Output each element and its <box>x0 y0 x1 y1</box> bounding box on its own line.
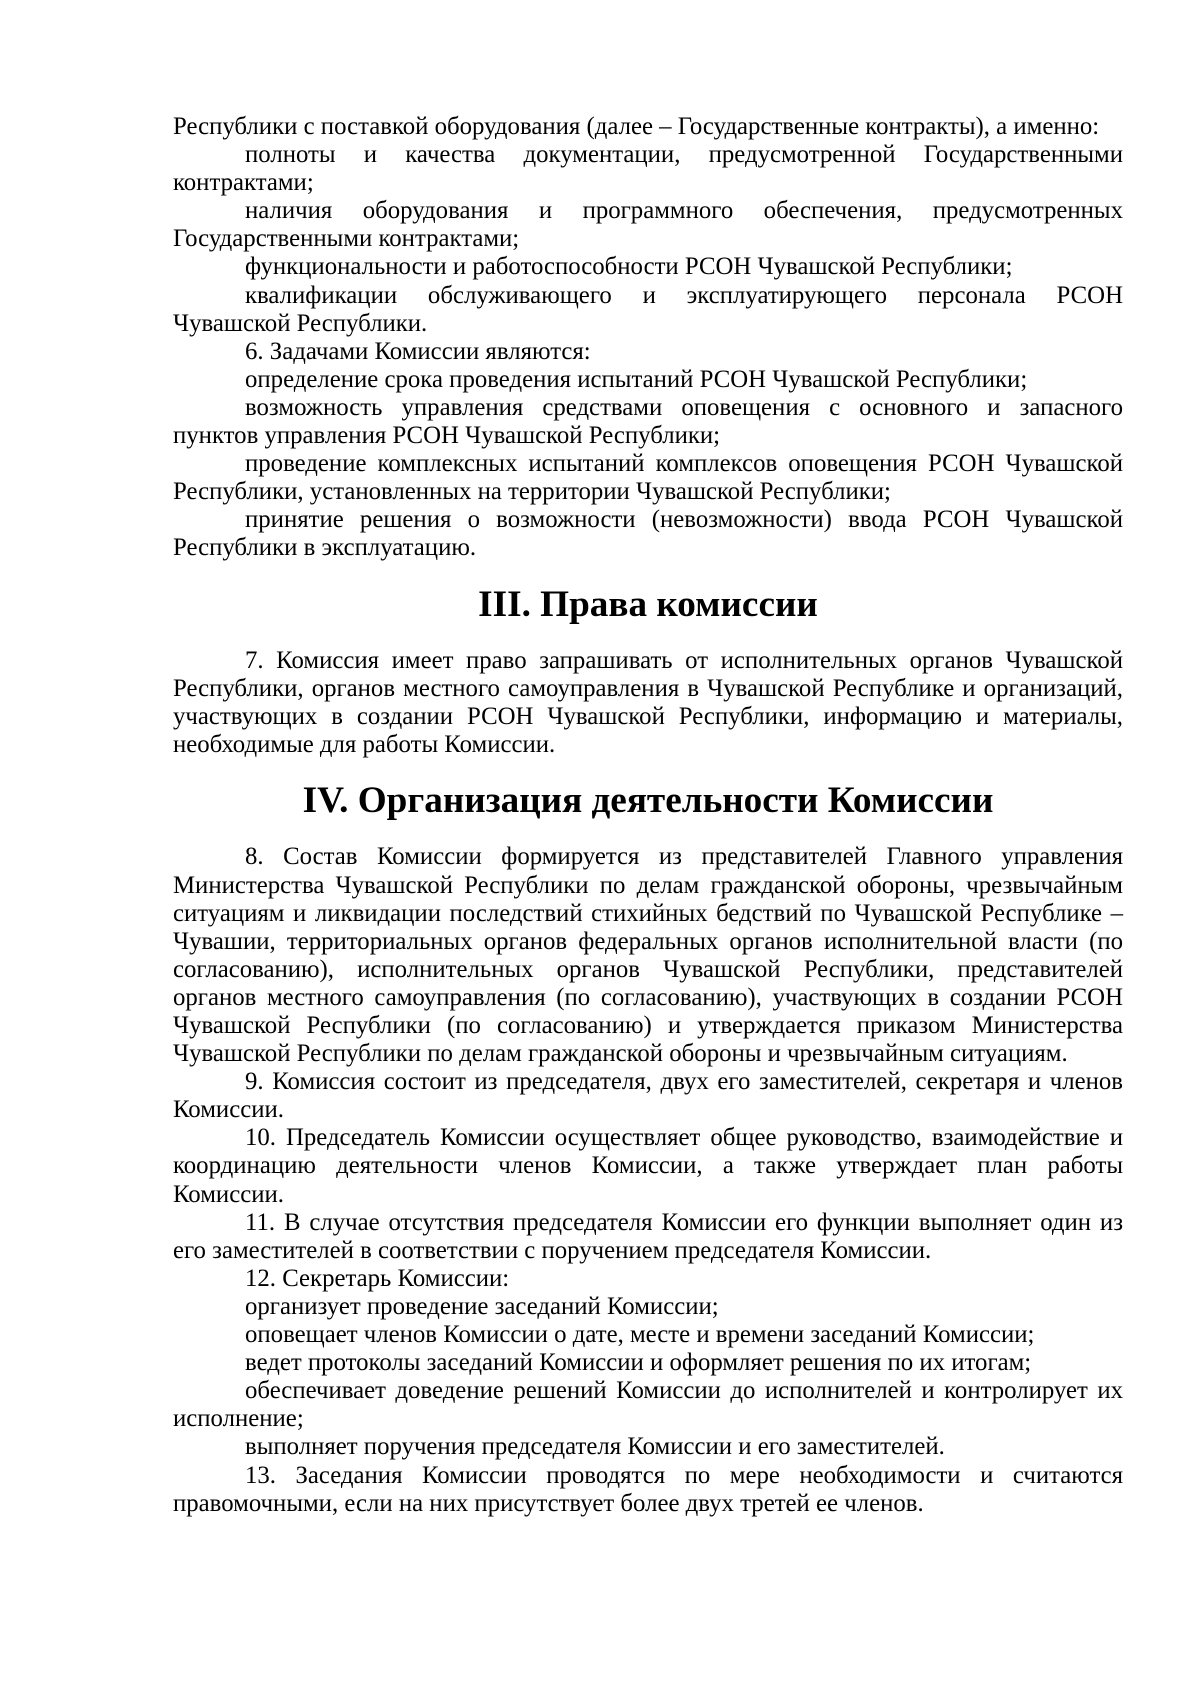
paragraph-item-functionality: функциональности и работоспособности РСОН Чувашской Республики; <box>245 253 1013 281</box>
paragraph-11: 11. В случае отсутствия председателя Комиссии его функции выполняет один из его заместителей в соответствии с поручением председателя Комиссии. <box>173 1208 1123 1264</box>
section-heading-rights: III. Права комиссии <box>478 583 818 625</box>
paragraph-item-notifies: оповещает членов Комиссии о дате, месте и времени заседаний Комиссии; <box>245 1321 1035 1349</box>
paragraph-item-test-period: определение срока проведения испытаний РСОН Чувашской Республики; <box>245 365 1028 393</box>
paragraph-item-qualification: квалификации обслуживающего и эксплуатирующего персонала РСОН Чувашской Республики. <box>173 281 1123 337</box>
paragraph-6: 6. Задачами Комиссии являются: <box>245 337 591 365</box>
paragraph-7: 7. Комиссия имеет право запрашивать от исполнительных органов Чувашской Республики, органов местного самоуправления в Чувашской Республике и организаций, участвующих в создании РСОН Чувашской Республики, информацию и материалы, необходимые для работы Комиссии. <box>173 646 1123 759</box>
paragraph-9: 9. Комиссия состоит из председателя, двух его заместителей, секретаря и членов Комиссии. <box>173 1068 1123 1124</box>
paragraph-continuation: Республики с поставкой оборудования (далее – Государственные контракты), а именно: <box>173 113 1100 140</box>
paragraph-12: 12. Секретарь Комиссии: <box>245 1264 510 1292</box>
section-heading-organization: IV. Организация деятельности Комиссии <box>302 780 994 822</box>
paragraph-item-instructions: выполняет поручения председателя Комиссии и его заместителей. <box>245 1433 945 1461</box>
paragraph-10: 10. Председатель Комиссии осуществляет общее руководство, взаимодействие и координацию деятельности членов Комиссии, а также утверждает план работы Комиссии. <box>173 1124 1123 1208</box>
paragraph-item-decision: принятие решения о возможности (невозможности) ввода РСОН Чувашской Республики в эксплуатацию. <box>173 506 1123 562</box>
paragraph-item-minutes: ведет протоколы заседаний Комиссии и оформляет решения по их итогам; <box>245 1349 1032 1377</box>
paragraph-13: 13. Заседания Комиссии проводятся по мере необходимости и считаются правомочными, если на них присутствует более двух третей ее членов. <box>173 1461 1123 1517</box>
paragraph-item-equipment: наличия оборудования и программного обеспечения, предусмотренных Государственными контрактами; <box>173 197 1123 253</box>
paragraph-item-control-points: возможность управления средствами оповещения с основного и запасного пунктов управления РСОН Чувашской Республики; <box>173 393 1123 450</box>
paragraph-item-ensures: обеспечивает доведение решений Комиссии до исполнителей и контролирует их исполнение; <box>173 1377 1123 1433</box>
paragraph-item-complex-tests: проведение комплексных испытаний комплексов оповещения РСОН Чувашской Республики, установленных на территории Чувашской Республики; <box>173 450 1123 506</box>
paragraph-item-meetings: организует проведение заседаний Комиссии; <box>245 1292 719 1320</box>
document-page <box>173 113 1123 1518</box>
paragraph-8: 8. Состав Комиссии формируется из представителей Главного управления Министерства Чувашской Республики по делам гражданской обороны, чрезвычайным ситуациям и ликвидации последствий стихийных бедствий по Чувашской Республике – Чувашии, территориальных органов федеральных органов исполнительной власти (по согласованию), исполнительных органов Чувашской Республики, представителей органов местного самоуправления (по согласованию), участвующих в создании РСОН Чувашской Республики (по согласованию) и утверждается приказом Министерства Чувашской Республики по делам гражданской обороны и чрезвычайным ситуациям. <box>173 843 1123 1068</box>
paragraph-item-documentation: полноты и качества документации, предусмотренной Государственными контрактами; <box>173 141 1123 197</box>
